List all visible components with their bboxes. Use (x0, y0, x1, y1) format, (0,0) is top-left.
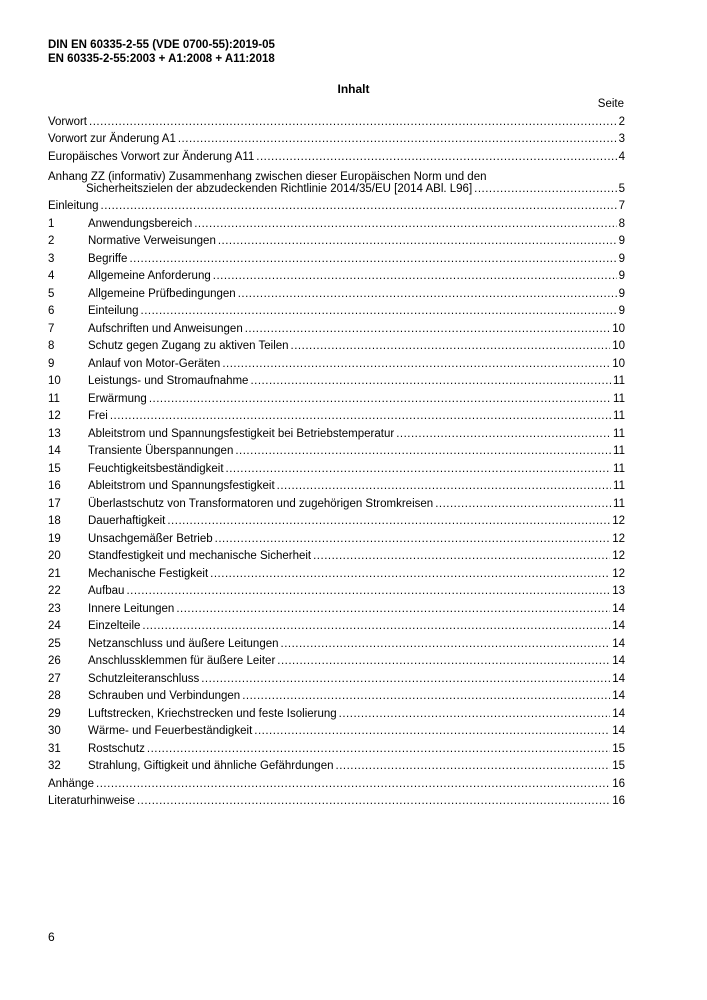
toc-entry-number: 29 (48, 707, 61, 720)
toc-entry-page: 7 (618, 200, 625, 212)
leader-dots (256, 151, 616, 163)
toc-entry[interactable] (48, 370, 625, 388)
toc-entry-number: 9 (48, 357, 55, 370)
toc-entry[interactable] (48, 247, 625, 265)
toc-entry-label: Überlastschutz von Transformatoren und zugehörigen Stromkreisen (88, 497, 434, 510)
toc-entry-label: Standfestigkeit und mechanische Sicherheit (88, 550, 312, 562)
toc-entry-label: Anlauf von Motor-Geräten (88, 357, 221, 370)
header-en-line: EN 60335-2-55:2003 + A1:2008 + A11:2018 (48, 53, 275, 65)
toc-entry-label: Begriffe (88, 252, 128, 265)
toc-entry-page: 10 (612, 322, 625, 335)
toc-entry-page: 11 (613, 375, 625, 387)
toc-entry-page: 14 (612, 707, 625, 720)
toc-entry-page: 16 (612, 795, 625, 807)
toc-entry[interactable] (48, 510, 625, 528)
leader-dots (101, 200, 617, 212)
toc-entry-label: Einleitung (48, 200, 99, 212)
toc-entry-label: Wärme- und Feuerbeständigkeit (88, 725, 253, 737)
toc-entry-label: Literaturhinweise (48, 795, 135, 807)
leader-dots (336, 760, 611, 772)
toc-entry-number: 23 (48, 602, 61, 615)
toc-entry-page: 8 (618, 217, 625, 230)
toc-entry[interactable] (48, 335, 625, 353)
toc-entry-page: 9 (618, 305, 625, 317)
toc-entry-label: Mechanische Festigkeit (88, 567, 209, 580)
toc-entry-page: 14 (612, 690, 625, 702)
leader-dots (176, 603, 610, 615)
toc-entry-page: 12 (612, 567, 625, 580)
toc-entry[interactable] (48, 755, 625, 773)
toc-entry-page: 15 (612, 760, 625, 772)
toc-entry-einleitung[interactable] (48, 195, 625, 213)
leader-dots (96, 778, 610, 790)
toc-entry-page: 11 (613, 427, 625, 440)
toc-entry-number: 10 (48, 375, 61, 387)
toc-entry-number: 21 (48, 567, 61, 580)
toc-entry-page: 14 (612, 602, 625, 615)
toc-entry-label: Luftstrecken, Kriechstrecken und feste Isolierung (88, 707, 337, 720)
toc-entry-label: Aufbau (88, 585, 125, 597)
toc-entry[interactable] (48, 265, 625, 283)
toc-entry-number: 17 (48, 497, 61, 510)
toc-entry-page: 9 (618, 235, 625, 247)
toc-entry-page: 15 (612, 742, 625, 755)
toc-entry-label: Einteilung (88, 305, 139, 317)
toc-entry[interactable] (48, 737, 625, 755)
toc-entry-number: 25 (48, 637, 61, 650)
leader-dots (435, 498, 611, 510)
toc-entry-number: 4 (48, 270, 55, 282)
toc-entry-page: 10 (612, 357, 625, 370)
header-standard-line: DIN EN 60335-2-55 (VDE 0700-55):2019-05 (48, 39, 275, 51)
leader-dots (201, 673, 610, 685)
leader-dots (141, 305, 617, 317)
toc-entry-number: 19 (48, 532, 61, 545)
toc-entry-label: Einzelteile (88, 620, 141, 632)
leader-dots (110, 410, 611, 422)
toc-entry[interactable] (48, 597, 625, 615)
toc-entry-label: Allgemeine Prüfbedingungen (88, 287, 236, 300)
toc-entry-number: 7 (48, 322, 55, 335)
toc-entry[interactable] (48, 475, 625, 493)
leader-dots (129, 253, 616, 265)
leader-dots (142, 620, 610, 632)
toc-entry-page: 5 (618, 182, 625, 195)
toc-entry-page: 12 (612, 532, 625, 545)
toc-entry-page: 16 (612, 777, 625, 790)
toc-entry-label: Schrauben und Verbindungen (88, 690, 241, 702)
toc-entry-page: 12 (612, 550, 625, 562)
toc-entry-number: 15 (48, 462, 61, 475)
toc-entry-label: Anschlussklemmen für äußere Leiter (88, 655, 276, 667)
table-of-contents (48, 110, 625, 807)
toc-entry[interactable] (48, 772, 625, 790)
leader-dots (147, 743, 610, 755)
toc-entry[interactable] (48, 352, 625, 370)
toc-entry-label: Vorwort zur Änderung A1 (48, 133, 176, 145)
toc-entry-label: Rostschutz (88, 742, 145, 755)
toc-entry-page: 11 (613, 445, 625, 457)
page-number: 6 (48, 930, 55, 944)
toc-entry-number: 16 (48, 480, 61, 492)
leader-dots (396, 428, 611, 440)
toc-entry-label: Anhang ZZ (informativ) Zusammenhang zwischen dieser Europäischen Norm und den (48, 170, 487, 183)
leader-dots (194, 218, 616, 230)
leader-dots (178, 133, 617, 145)
toc-entry[interactable] (48, 667, 625, 685)
toc-entry-page: 13 (612, 585, 625, 597)
toc-entry[interactable] (48, 300, 625, 318)
toc-entry-label: Normative Verweisungen (88, 235, 216, 247)
toc-entry-label: Vorwort (48, 115, 87, 128)
toc-entry-page: 11 (613, 410, 625, 422)
toc-entry-page: 14 (612, 620, 625, 632)
leader-dots (242, 690, 610, 702)
leader-dots (235, 445, 611, 457)
toc-entry-page: 11 (613, 497, 625, 510)
toc-entry-label: Allgemeine Anforderung (88, 270, 211, 282)
toc-entry-page: 11 (613, 462, 625, 475)
toc-entry-number: 27 (48, 672, 61, 685)
leader-dots (149, 393, 611, 405)
toc-entry-number: 26 (48, 655, 61, 667)
toc-entry-label: Strahlung, Giftigkeit und ähnliche Gefährdungen (88, 760, 334, 772)
toc-entry-number: 14 (48, 445, 61, 457)
leader-dots (339, 708, 611, 720)
toc-entry[interactable] (48, 632, 625, 650)
page-column-label: Seite (597, 98, 624, 110)
toc-entry-page: 10 (612, 340, 625, 352)
toc-entry-label: Frei (88, 410, 108, 422)
leader-dots (254, 725, 610, 737)
toc-entry-page: 9 (618, 270, 625, 282)
toc-entry-number: 5 (48, 287, 55, 300)
toc-entry[interactable] (48, 317, 625, 335)
toc-entry[interactable] (48, 562, 625, 580)
toc-entry[interactable] (48, 545, 625, 563)
toc-entry-number: 24 (48, 620, 61, 632)
toc-entry[interactable] (48, 440, 625, 458)
toc-entry-label: Netzanschluss und äußere Leitungen (88, 637, 279, 650)
toc-entry-page: 11 (613, 480, 625, 492)
toc-entry-page: 9 (618, 287, 625, 300)
toc-entry-number: 11 (48, 392, 60, 405)
toc-entry-number: 22 (48, 585, 61, 597)
toc-entry[interactable] (48, 457, 625, 475)
leader-dots (126, 585, 610, 597)
toc-entry-label: Unsachgemäßer Betrieb (88, 532, 213, 545)
toc-entry[interactable] (48, 650, 625, 668)
leader-dots (238, 288, 617, 300)
toc-entry-label: Dauerhaftigkeit (88, 515, 166, 527)
toc-entry[interactable] (48, 580, 625, 598)
toc-entry-label: Transiente Überspannungen (88, 445, 234, 457)
toc-entry-number: 30 (48, 725, 61, 737)
toc-entry-page: 9 (618, 252, 625, 265)
leader-dots (215, 533, 611, 545)
toc-entry-page: 14 (612, 672, 625, 685)
toc-entry-annex-zz[interactable] (48, 163, 625, 195)
toc-entry[interactable] (48, 212, 625, 230)
toc-entry-label: Anwendungsbereich (88, 217, 193, 230)
toc-entry-number: 32 (48, 760, 61, 772)
toc-entry-label: Ableitstrom und Spannungsfestigkeit bei Betriebstemperatur (88, 427, 395, 440)
leader-dots (218, 235, 617, 247)
toc-entry-page: 12 (612, 515, 625, 527)
leader-dots (281, 638, 611, 650)
toc-entry-label: Schutz gegen Zugang zu aktiven Teilen (88, 340, 289, 352)
leader-dots (250, 375, 611, 387)
toc-entry[interactable] (48, 128, 625, 146)
toc-entry[interactable] (48, 615, 625, 633)
toc-entry-number: 3 (48, 252, 55, 265)
toc-entry-number: 1 (48, 217, 55, 230)
toc-entry[interactable] (48, 405, 625, 423)
toc-entry-page: 14 (612, 655, 625, 667)
toc-entry-page: 4 (618, 150, 625, 163)
toc-entry[interactable] (48, 790, 625, 808)
leader-dots (245, 323, 610, 335)
toc-entry-label-continued: Sicherheitszielen der abzudeckenden Richtlinie 2014/35/EU [2014 ABl. L96] (86, 182, 473, 195)
toc-entry-label: Schutzleiteranschluss (88, 672, 200, 685)
toc-entry-label: Europäisches Vorwort zur Änderung A11 (48, 150, 255, 163)
toc-entry-number: 20 (48, 550, 61, 562)
toc-entry-number: 18 (48, 515, 61, 527)
toc-entry[interactable] (48, 422, 625, 440)
leader-dots (222, 358, 610, 370)
leader-dots (313, 550, 610, 562)
toc-entry[interactable] (48, 527, 625, 545)
toc-entry[interactable] (48, 110, 625, 128)
leader-dots (474, 183, 616, 195)
leader-dots (226, 463, 612, 475)
toc-entry-number: 6 (48, 305, 55, 317)
leader-dots (89, 116, 617, 128)
leader-dots (213, 270, 617, 282)
toc-entry-number: 8 (48, 340, 55, 352)
toc-entry-label: Anhänge (48, 777, 95, 790)
toc-entry-label: Aufschriften und Anweisungen (88, 322, 243, 335)
toc-entry[interactable] (48, 230, 625, 248)
toc-entry-number: 2 (48, 235, 55, 247)
leader-dots (167, 515, 610, 527)
toc-entry-number: 12 (48, 410, 61, 422)
toc-entry-number: 13 (48, 427, 61, 440)
document-header (48, 38, 275, 66)
leader-dots (277, 480, 611, 492)
toc-entry-page: 2 (618, 115, 625, 128)
toc-entry-number: 31 (48, 742, 61, 755)
toc-entry[interactable] (48, 702, 625, 720)
toc-entry-label: Leistungs- und Stromaufnahme (88, 375, 249, 387)
toc-entry[interactable] (48, 685, 625, 703)
toc-entry[interactable] (48, 720, 625, 738)
leader-dots (210, 568, 610, 580)
toc-entry[interactable] (48, 492, 625, 510)
toc-entry-page: 11 (613, 392, 625, 405)
leader-dots (277, 655, 610, 667)
leader-dots (291, 340, 611, 352)
toc-entry-page: 14 (612, 637, 625, 650)
toc-entry[interactable] (48, 145, 625, 163)
toc-entry-label: Erwärmung (88, 392, 147, 405)
leader-dots (137, 795, 610, 807)
toc-entry-label: Innere Leitungen (88, 602, 175, 615)
toc-entry-label: Feuchtigkeitsbeständigkeit (88, 462, 224, 475)
toc-entry-label: Ableitstrom und Spannungsfestigkeit (88, 480, 275, 492)
toc-entry-page: 14 (612, 725, 625, 737)
toc-entry[interactable] (48, 387, 625, 405)
toc-entry-number: 28 (48, 690, 61, 702)
toc-entry[interactable] (48, 282, 625, 300)
toc-title: Inhalt (337, 82, 370, 96)
toc-entry-page: 3 (618, 133, 625, 145)
